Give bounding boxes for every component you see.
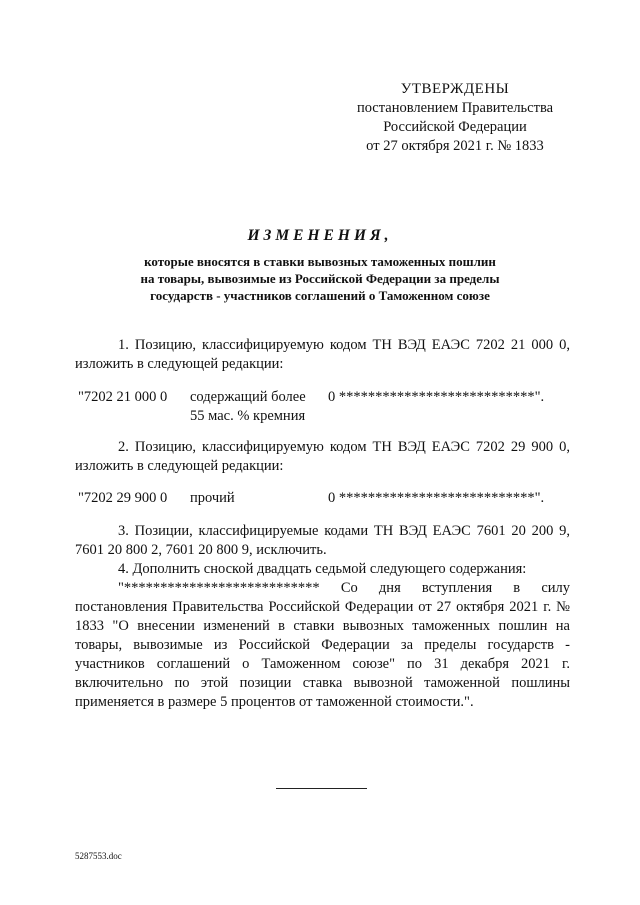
- item-4-footnote: "*************************** Со дня вступления в силу постановления Правительства Российской Федерации от 27 октября 2021 г. № 1833 "О внесении изменений в ставки вывозных таможенных пошлин на товары, вывозимые из Российской Федерации за пределы государств - участников соглашений о Таможенном союзе" по 31 декабря 2021 г. включительно по этой позиции ставка вывозной таможенной пошлины применяется в размере 5 процентов от таможенной стоимости.".: [75, 580, 570, 710]
- approval-heading: УТВЕРЖДЕНЫ: [400, 81, 510, 97]
- item-1-paragraph: 1. Позицию, классифицируемую кодом ТН ВЭД ЕАЭС 7202 21 000 0, изложить в следующей редакции:: [75, 337, 570, 372]
- approval-line-date: от 27 октября 2021 г. № 1833: [366, 138, 544, 154]
- document-title: ИЗМЕНЕНИЯ,: [247, 227, 393, 244]
- separator-line: [276, 788, 367, 789]
- item-1-code: "7202 21 000 0: [78, 389, 168, 405]
- item-2-desc: прочий: [190, 490, 235, 506]
- item-1-rate: 0 ***************************".: [328, 389, 545, 405]
- item-3-paragraph: 3. Позиции, классифицируемые кодами ТН ВЭД ЕАЭС 7601 20 200 9, 7601 20 800 2, 7601 20 800 9, исключить.: [75, 523, 570, 558]
- subtitle-line-3: государств - участников соглашений о Таможенном союзе: [150, 288, 490, 303]
- document-subtitle: [80, 253, 560, 304]
- approval-block: [340, 80, 570, 156]
- item-4-paragraph: 4. Дополнить сноской двадцать седьмой следующего содержания:: [118, 561, 527, 577]
- subtitle-line-2: на товары, вывозимые из Российской Федерации за пределы: [140, 271, 500, 286]
- item-2-rate: 0 ***************************".: [328, 490, 545, 506]
- item-2-paragraph: 2. Позицию, классифицируемую кодом ТН ВЭД ЕАЭС 7202 29 900 0, изложить в следующей редакции:: [75, 439, 570, 474]
- approval-line-country: Российской Федерации: [383, 119, 527, 135]
- item-1-desc-line-2: 55 мас. % кремния: [190, 408, 306, 424]
- subtitle-line-1: которые вносятся в ставки вывозных таможенных пошлин: [144, 254, 496, 269]
- item-1-desc-line-1: содержащий более: [190, 389, 306, 405]
- approval-line-decree: постановлением Правительства: [356, 100, 554, 116]
- file-id: 5287553.doc: [75, 851, 122, 861]
- item-2-code: "7202 29 900 0: [78, 490, 168, 506]
